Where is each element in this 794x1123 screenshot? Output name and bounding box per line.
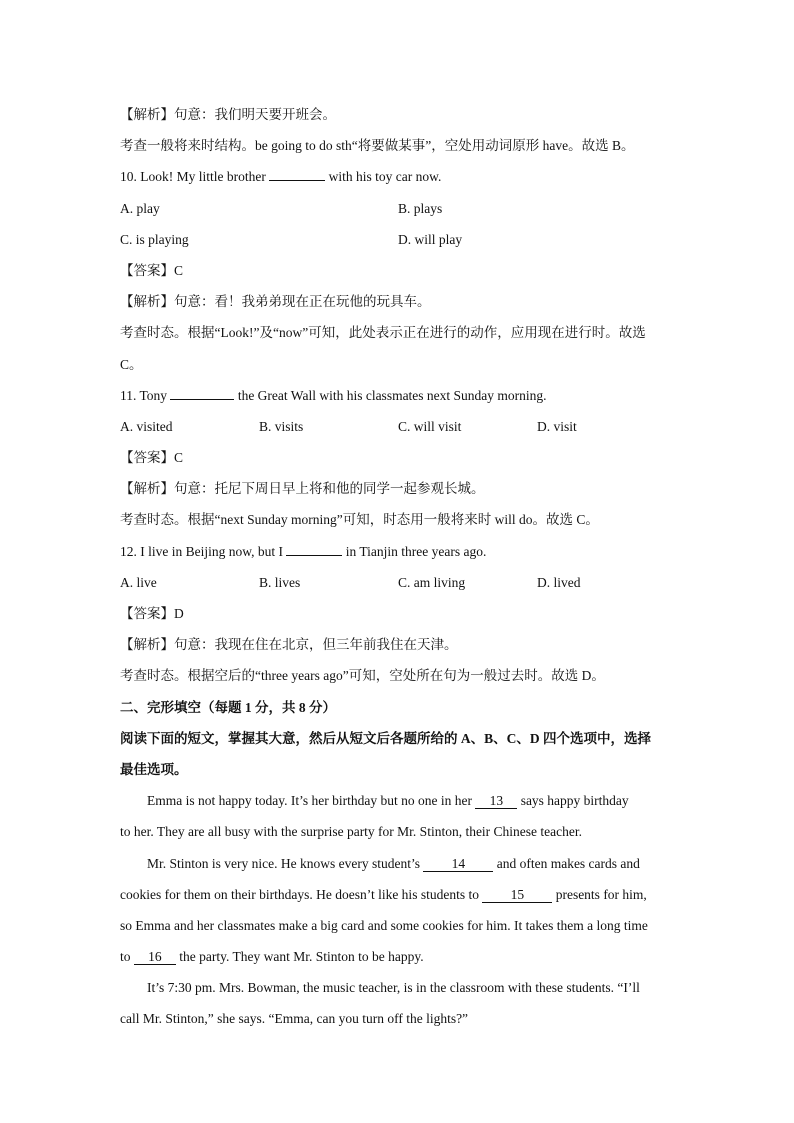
q11-option-a: A. visited <box>120 418 173 434</box>
passage-text: and often makes cards and <box>496 855 640 871</box>
q11-option-c: C. will visit <box>398 418 462 434</box>
q12-option-b: B. lives <box>259 574 301 590</box>
passage-p2-line4 <box>120 941 676 972</box>
cloze-blank-15: 15 <box>482 887 552 903</box>
section-2-instruction-line1: 阅读下面的短文，掌握其大意，然后从短文后各题所给的 A、B、C、D 四个选项中，选择 <box>120 730 652 746</box>
q12-option-a: A. live <box>120 574 157 590</box>
q10-analysis-line3: C。 <box>120 356 143 372</box>
cloze-blank-16: 16 <box>134 949 176 965</box>
passage-p2-line2 <box>120 879 676 910</box>
q12-stem-start: 12. I live in Beijing now, but I <box>120 543 283 559</box>
passage-text: presents for him, <box>555 886 647 902</box>
q10-analysis-line2: 考查时态。根据“Look!”及“now”可知，此处表示正在进行的动作，应用现在进行时。故选 <box>120 325 646 341</box>
q12-analysis-line2: 考查时态。根据空后的“three years ago”可知，空处所在句为一般过去时。故选 D。 <box>120 668 605 684</box>
q11-analysis-line1: 【解析】句意：托尼下周日早上将和他的同学一起参观长城。 <box>120 481 485 497</box>
cloze-blank-14: 14 <box>423 856 493 872</box>
cloze-blank-13: 13 <box>475 793 517 809</box>
q10-option-b: B. plays <box>398 200 443 216</box>
q10-stem <box>120 161 676 192</box>
q10-answer: 【答案】C <box>120 262 184 278</box>
section-2-instruction-line2: 最佳选项。 <box>120 761 188 777</box>
q10-option-c: C. is playing <box>120 231 189 247</box>
passage-text: says happy birthday <box>520 793 629 809</box>
passage-p3-line1: It’s 7:30 pm. Mrs. Bowman, the music teacher, is in the classroom with these students. “I’ll <box>147 980 640 996</box>
q9-analysis-line1: 【解析】句意：我们明天要开班会。 <box>120 107 336 122</box>
section-2-title: 二、完形填空（每题 1 分，共 8 分） <box>120 699 336 715</box>
passage-text: Mr. Stinton is very nice. He knows every student’s <box>147 855 420 871</box>
passage-p3-line2: call Mr. Stinton,” she says. “Emma, can you turn off the lights?” <box>120 1011 469 1027</box>
q10-stem-start: 10. Look! My little brother <box>120 169 266 185</box>
q11-answer-blank <box>170 384 234 400</box>
q12-option-d: D. lived <box>537 574 581 590</box>
q11-answer: 【答案】C <box>120 450 184 466</box>
exam-page <box>120 99 676 1035</box>
q12-answer: 【答案】D <box>120 606 184 621</box>
q10-options-row2 <box>120 224 676 255</box>
q11-option-d: D. visit <box>537 418 577 434</box>
q10-options-row1 <box>120 193 676 224</box>
q11-stem <box>120 380 676 411</box>
q12-options-row <box>120 567 676 598</box>
q10-option-a: A. play <box>120 200 160 216</box>
passage-text: Emma is not happy today. It’s her birthday but no one in her <box>147 793 472 809</box>
q10-option-d: D. will play <box>398 231 463 247</box>
passage-p1-line2: to her. They are all busy with the surprise party for Mr. Stinton, their Chinese teacher. <box>120 824 583 840</box>
passage-p1-line1 <box>120 785 676 816</box>
q10-answer-blank <box>269 165 325 181</box>
q11-analysis-line2: 考查时态。根据“next Sunday morning”可知，时态用一般将来时 will do。故选 C。 <box>120 512 599 528</box>
passage-p2-line3: so Emma and her classmates make a big card and some cookies for him. It takes them a long time <box>120 917 648 933</box>
q10-analysis-line1: 【解析】句意：看！我弟弟现在正在玩他的玩具车。 <box>120 294 431 310</box>
q11-options-row <box>120 411 676 442</box>
q9-analysis-line2: 考查一般将来时结构。be going to do sth“将要做某事”，空处用动词原形 have。故选 B。 <box>120 138 635 154</box>
q12-answer-blank <box>286 540 342 556</box>
q12-stem-end: in Tianjin three years ago. <box>345 543 487 559</box>
passage-text: cookies for them on their birthdays. He doesn’t like his students to <box>120 886 479 902</box>
q12-analysis-line1: 【解析】句意：我现在住在北京，但三年前我住在天津。 <box>120 637 458 653</box>
q11-stem-end: the Great Wall with his classmates next Sunday morning. <box>237 387 547 403</box>
q10-stem-end: with his toy car now. <box>328 169 442 185</box>
passage-p2-line1 <box>120 848 676 879</box>
q12-option-c: C. am living <box>398 574 466 590</box>
q11-stem-start: 11. Tony <box>120 387 168 403</box>
passage-text: to <box>120 949 131 965</box>
q12-stem <box>120 536 676 567</box>
passage-text: the party. They want Mr. Stinton to be happy. <box>179 949 424 965</box>
q11-option-b: B. visits <box>259 418 304 434</box>
